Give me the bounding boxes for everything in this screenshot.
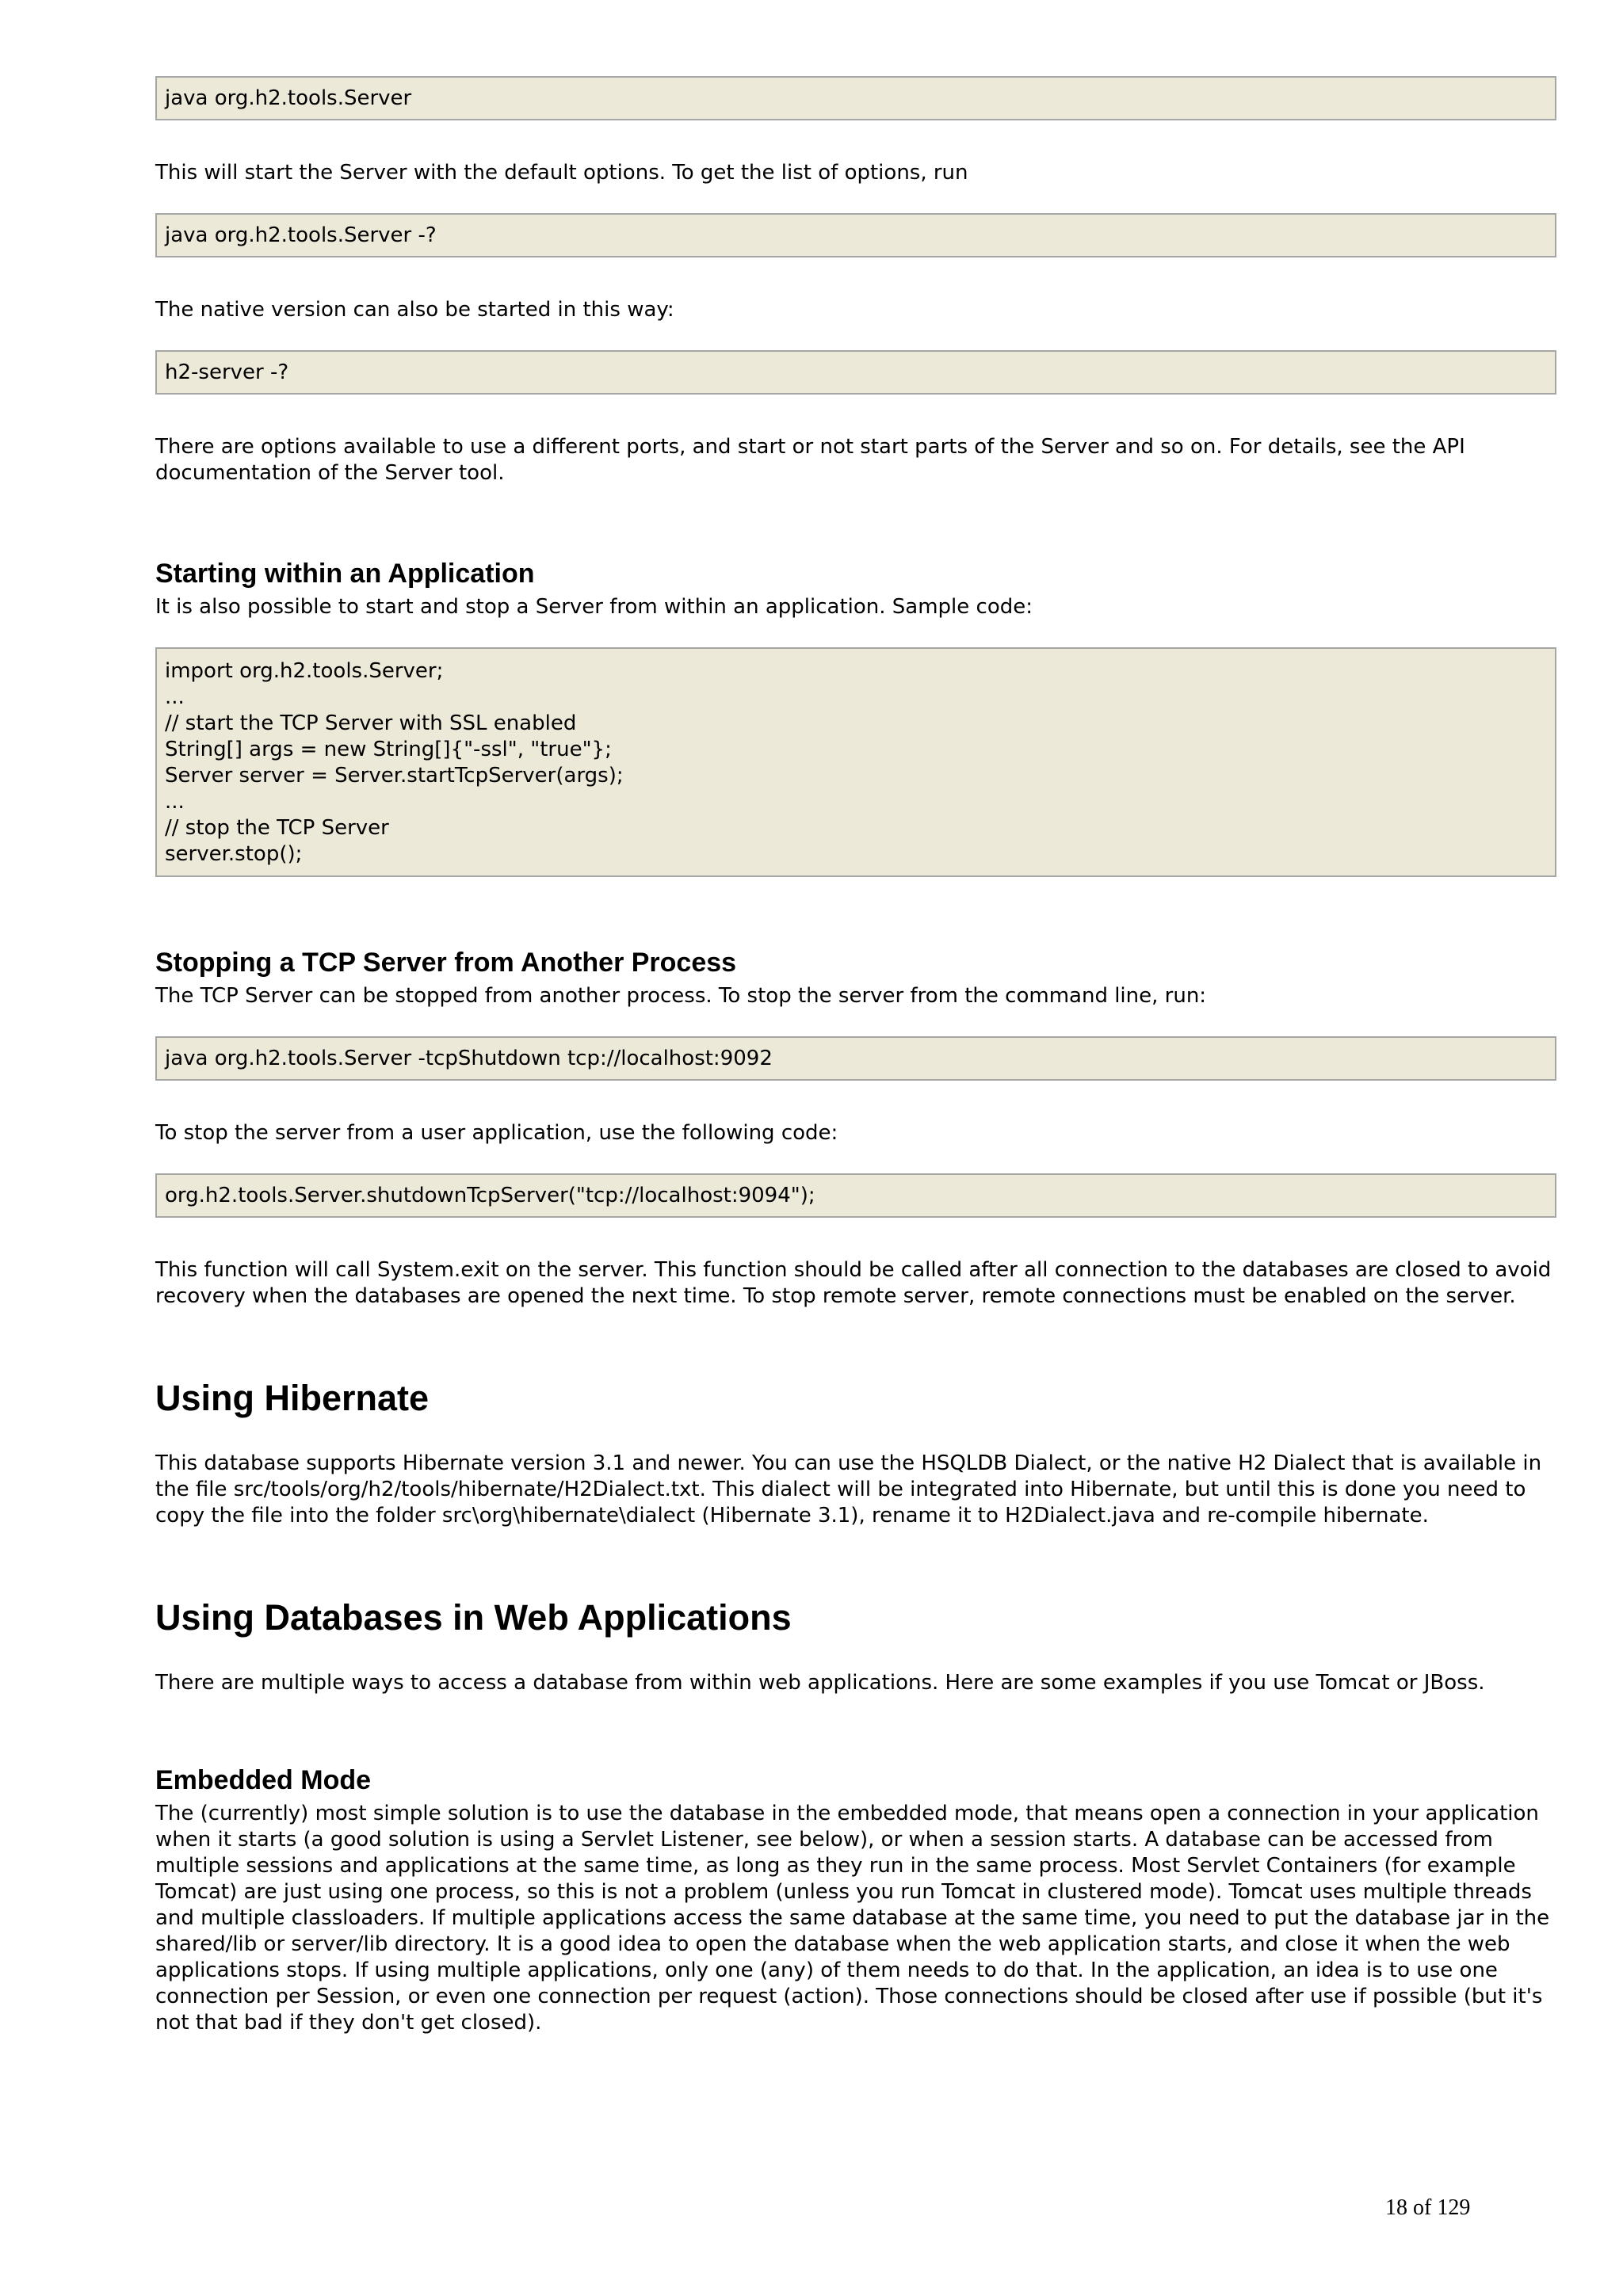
paragraph-system-exit: This function will call System.exit on the server. This function should be called after all connection to the databases are closed to avoid recovery when the databases are opened the next time. To stop remote server, remote connections must be enabled on the server.: [155, 1258, 1552, 1308]
paragraph-native-version: The native version can also be started in this way:: [155, 298, 674, 322]
heading-starting-within-application: Starting within an Application: [155, 559, 535, 589]
paragraph-hibernate: This database supports Hibernate version 3.1 and newer. You can use the HSQLDB Dialect, or the native H2 Dialect that is available in the file src/tools/org/h2/tools/hibernate/H2Dialect.txt. This dialect will be integrated into Hibernate, but until this is done you need to copy the file into the folder src\org\hibernate\dialect (Hibernate 3.1), rename it to H2Dialect.java and re-compile hibernate.: [155, 1451, 1542, 1527]
paragraph-embedded-mode: The (currently) most simple solution is to use the database in the embedded mode, that means open a connection in your application when it starts (a good solution is using a Servlet Listener, see below), or when a session starts. A database can be accessed from multiple sessions and applications at the same time, as long as they run in the same process. Most Servlet Containers (for example Tomcat) are just using one process, so this is not a problem (unless you run Tomcat in clustered mode). Tomcat uses multiple threads and multiple classloaders. If multiple applications access the same database at the same time, you need to put the database jar in the shared/lib or server/lib directory. It is a good idea to open the database when the web application starts, and close it when the web applications stops. If using multiple applications, only one (any) of them needs to do that. In the application, an idea is to use one connection per Session, or even one connection per request (action). Those connections should be closed after use if possible (but it's not that bad if they don't get closed).: [155, 1802, 1550, 2035]
paragraph-start-stop-application: It is also possible to start and stop a Server from within an application. Sample code:: [155, 595, 1033, 619]
heading-using-hibernate: Using Hibernate: [155, 1378, 430, 1418]
paragraph-web-access: There are multiple ways to access a database from within web applications. Here are some examples if you use Tomcat or JBoss.: [155, 1671, 1485, 1695]
document-page: [155, 76, 1556, 2036]
code-block-server: java org.h2.tools.Server: [155, 76, 1556, 120]
paragraph-tcp-stop-command: The TCP Server can be stopped from another process. To stop the server from the command line, run:: [155, 984, 1207, 1008]
paragraph-default-options: This will start the Server with the default options. To get the list of options, run: [155, 161, 968, 185]
heading-embedded-mode: Embedded Mode: [155, 1765, 372, 1795]
heading-stopping-tcp-server: Stopping a TCP Server from Another Process: [155, 948, 737, 978]
code-block-server-help: java org.h2.tools.Server -?: [155, 213, 1556, 257]
code-block-native-server: h2-server -?: [155, 350, 1556, 395]
heading-web-applications: Using Databases in Web Applications: [155, 1597, 792, 1638]
code-block-tcp-shutdown: java org.h2.tools.Server -tcpShutdown tcp://localhost:9092: [155, 1036, 1556, 1081]
paragraph-server-options: There are options available to use a different ports, and start or not start parts of the Server and so on. For details, see the API documentation of the Server tool.: [155, 435, 1465, 485]
code-block-shutdown-function: org.h2.tools.Server.shutdownTcpServer("tcp://localhost:9094");: [155, 1173, 1556, 1218]
page-number: 18 of 129: [1385, 2195, 1471, 2220]
paragraph-user-application-stop: To stop the server from a user application, use the following code:: [155, 1121, 838, 1145]
code-block-sample-code: import org.h2.tools.Server; ... // start the TCP Server with SSL enabled String[] args = new String[]{"-ssl", "true"}; Server server = Server.startTcpServer(args); ... // stop the TCP Server server.stop();: [155, 647, 1556, 877]
